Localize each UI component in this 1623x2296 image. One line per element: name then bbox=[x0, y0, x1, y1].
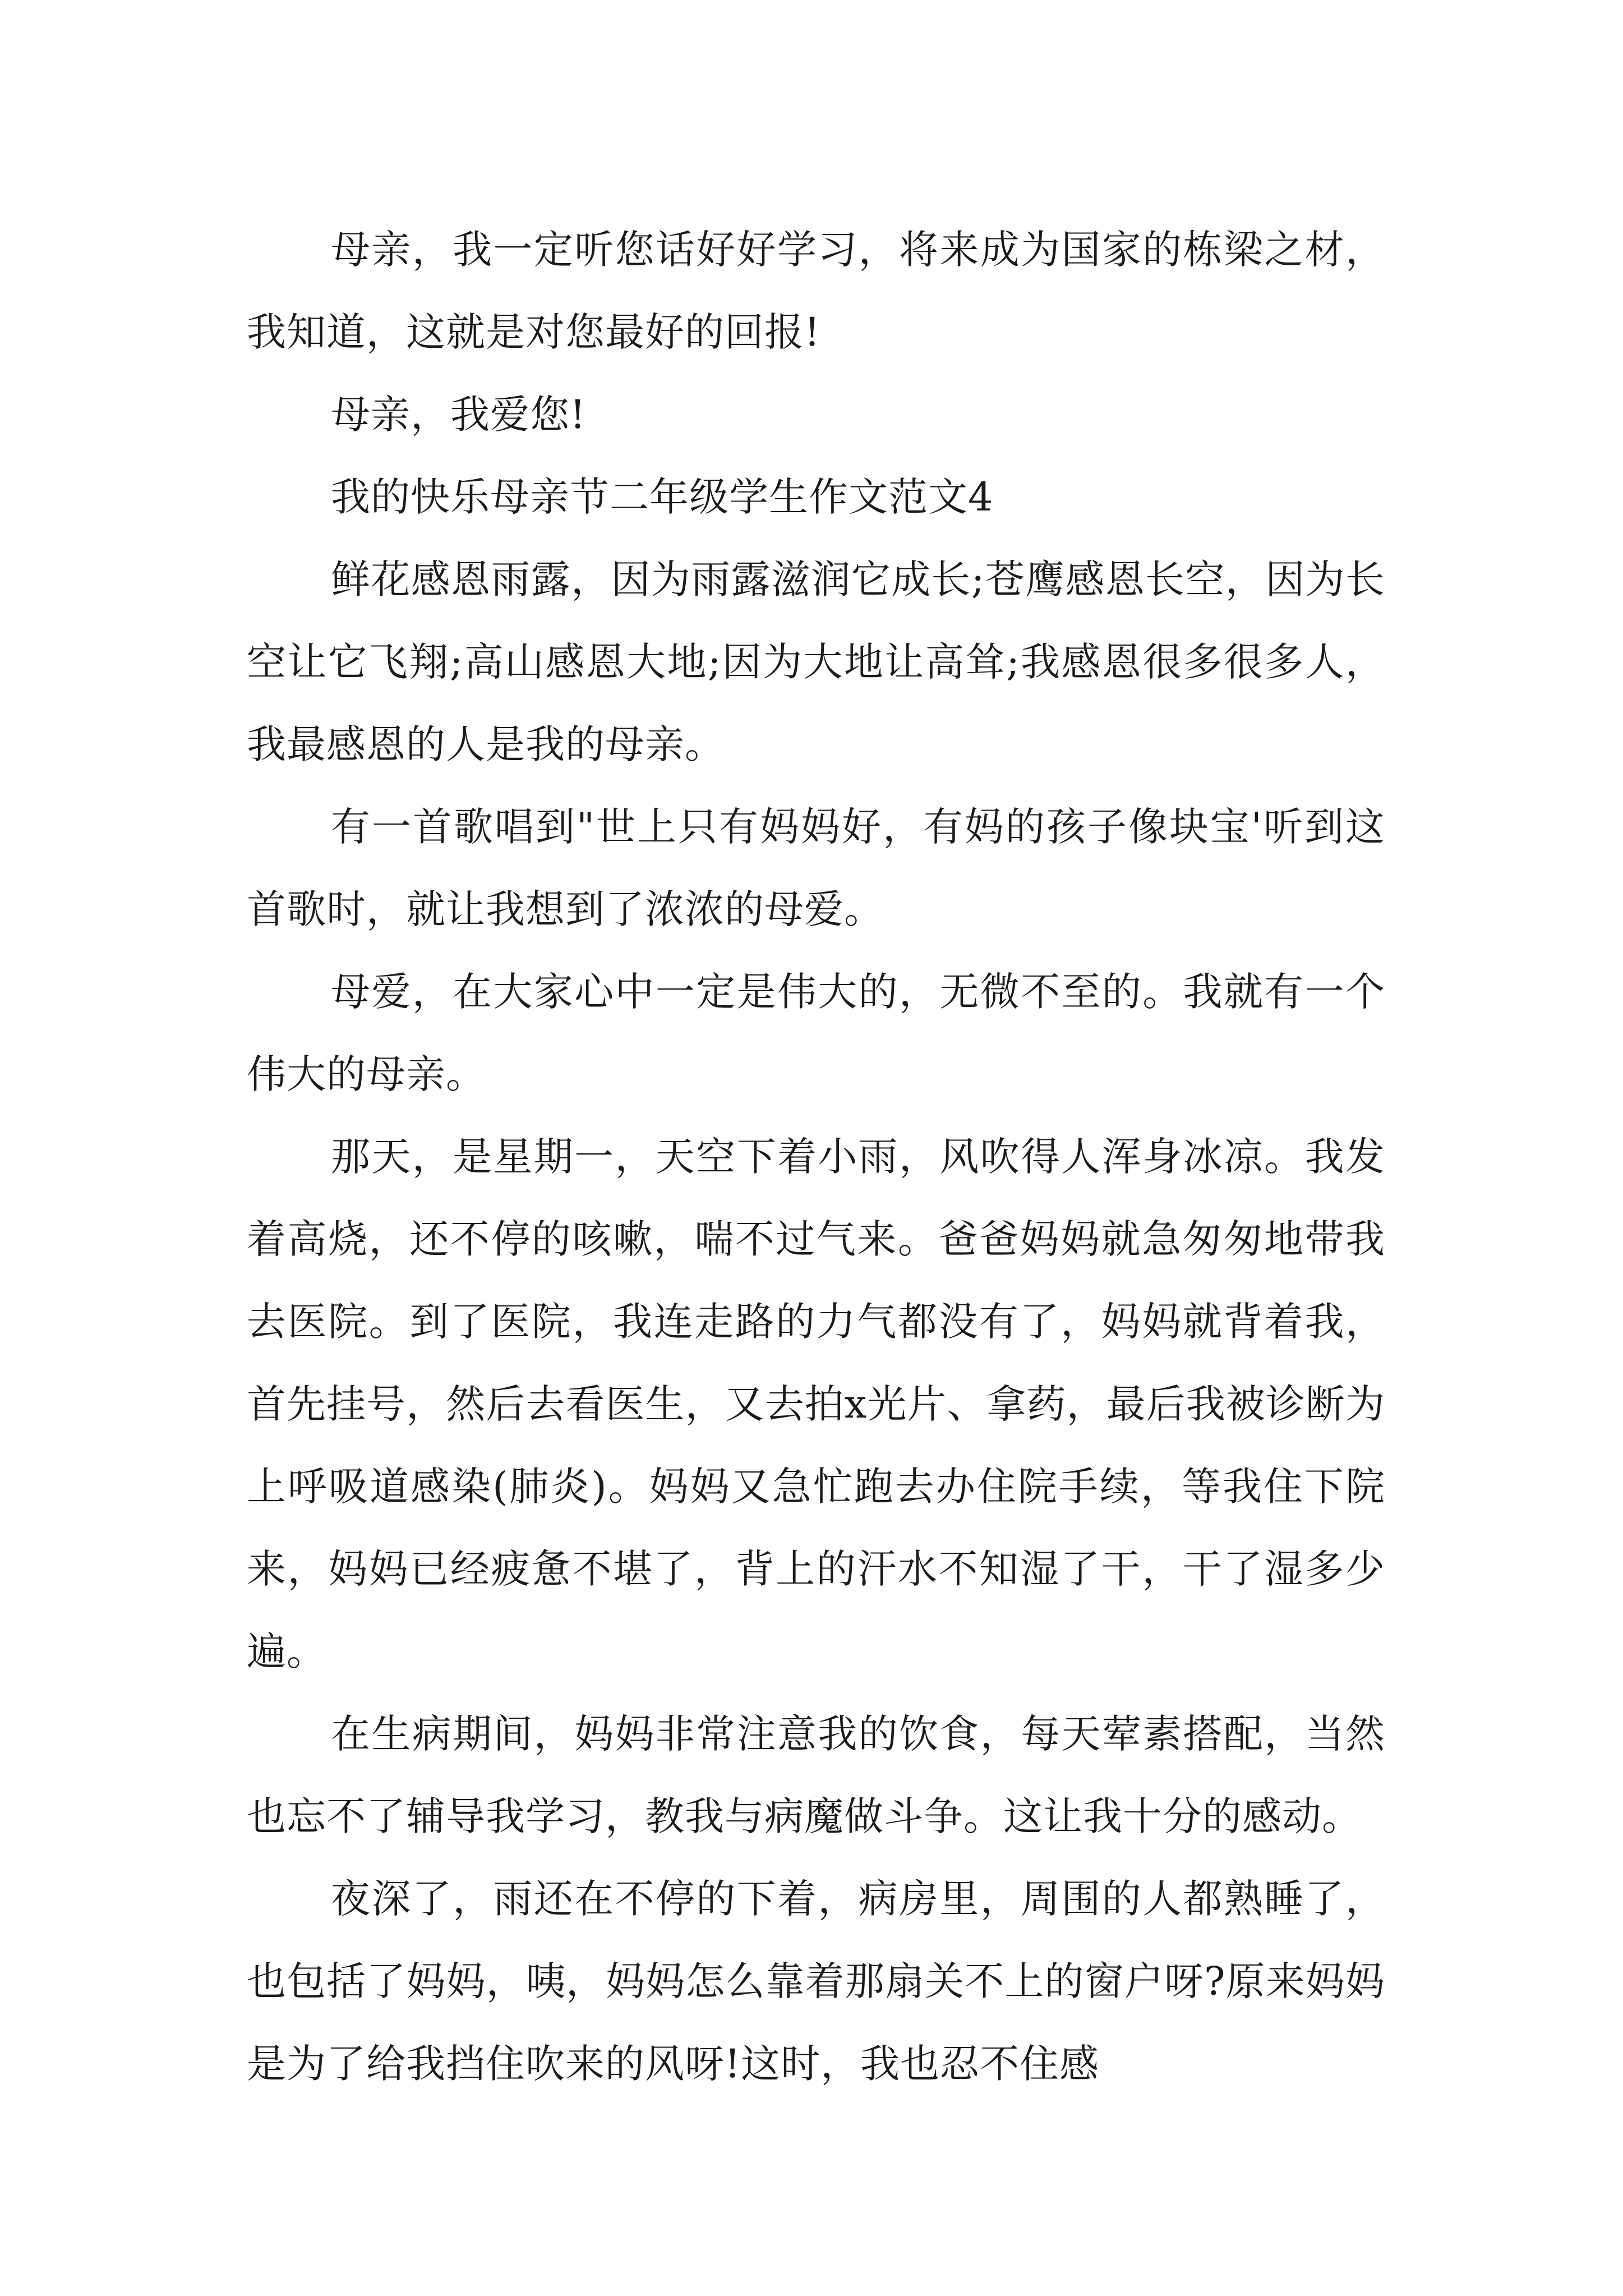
paragraph: 鲜花感恩雨露，因为雨露滋润它成长;苍鹰感恩长空，因为长空让它飞翔;高山感恩大地;因为大地让高耸;我感恩很多很多人，我最感恩的人是我的母亲。 bbox=[247, 556, 1385, 767]
paragraph: 母亲，我爱您! bbox=[331, 392, 587, 438]
paragraph: 有一首歌唱到"世上只有妈妈好，有妈的孩子像块宝'听到这首歌时，就让我想到了浓浓的母爱。 bbox=[247, 804, 1385, 932]
essay-body bbox=[247, 209, 1385, 2105]
paragraph: 那天，是星期一，天空下着小雨，风吹得人浑身冰凉。我发着高烧，还不停的咳嗽，喘不过气来。爸爸妈妈就急匆匆地带我去医院。到了医院，我连走路的力气都没有了，妈妈就背着我，首先挂号，然后去看医生，又去拍x光片、拿药，最后我被诊断为上呼吸道感染(肺炎)。妈妈又急忙跑去办住院手续，等我住下院来，妈妈已经疲惫不堪了，背上的汗水不知湿了干，干了湿多少遍。 bbox=[247, 1134, 1385, 1674]
paragraph: 在生病期间，妈妈非常注意我的饮食，每天荤素搭配，当然也忘不了辅导我学习，教我与病魔做斗争。这让我十分的感动。 bbox=[247, 1711, 1385, 1839]
essay-title: 我的快乐母亲节二年级学生作文范文4 bbox=[331, 474, 994, 520]
paragraph: 母亲，我一定听您话好好学习，将来成为国家的栋梁之材，我知道，这就是对您最好的回报! bbox=[247, 227, 1385, 355]
paragraph: 母爱，在大家心中一定是伟大的，无微不至的。我就有一个伟大的母亲。 bbox=[247, 969, 1385, 1097]
paragraph: 夜深了，雨还在不停的下着，病房里，周围的人都熟睡了，也包括了妈妈，咦，妈妈怎么靠着那扇关不上的窗户呀?原来妈妈是为了给我挡住吹来的风呀!这时，我也忍不住感 bbox=[247, 1876, 1385, 2087]
